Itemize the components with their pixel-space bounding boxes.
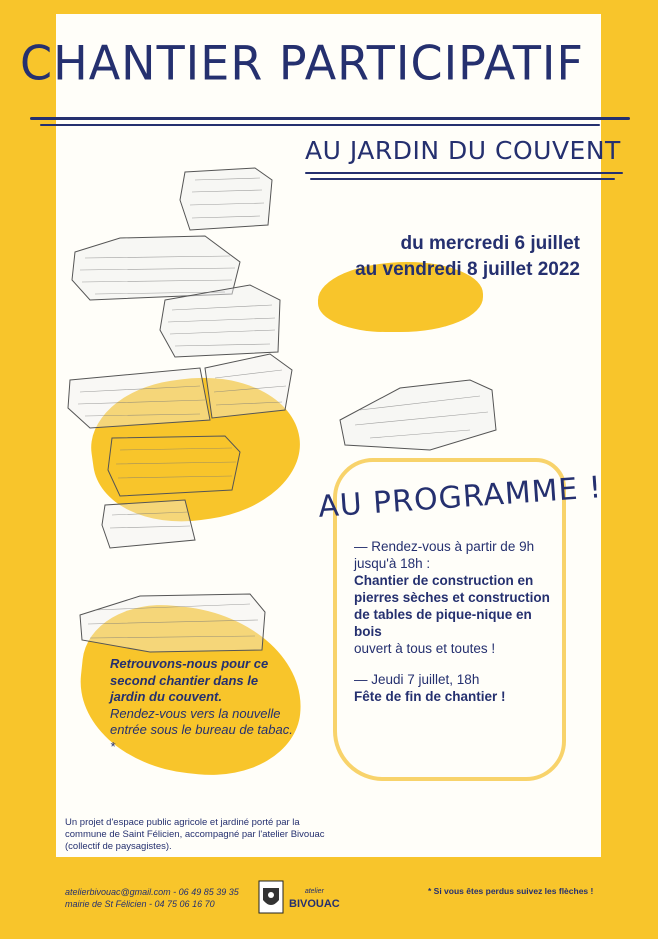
programme-item1-bold: Chantier de construction en pierres sèches et construction de tables de pique-nique en bois <box>354 573 550 639</box>
programme-item2-bold: Fête de fin de chantier ! <box>354 689 506 704</box>
town-crest-icon <box>258 880 284 914</box>
contact-bivouac: atelierbivouac@gmail.com - 06 49 85 39 35 <box>65 887 239 897</box>
stone-sketch <box>180 168 272 230</box>
bivouac-logo <box>289 886 340 910</box>
subtitle-underline <box>310 178 615 180</box>
bivouac-logo-main: BIVOUAC <box>289 898 340 910</box>
contact-mairie: mairie de St Félicien - 04 75 06 16 70 <box>65 899 215 909</box>
programme-item2-intro: — Jeudi 7 juillet, 18h <box>354 672 480 687</box>
poster-subtitle: AU JARDIN DU COUVENT <box>305 136 621 165</box>
project-description: Un projet d'espace public agricole et jardiné porté par la commune de Saint Félicien, accompagné par l'atelier Bivouac (collectif de paysagistes). <box>65 817 325 852</box>
stone-sketch <box>102 500 195 548</box>
stone-sketch <box>108 436 240 496</box>
programme-heading: AU PROGRAMME ! <box>317 470 604 525</box>
event-dates <box>300 231 580 283</box>
poster-title: CHANTIER PARTICIPATIF <box>20 35 584 91</box>
programme-item1-intro: — Rendez-vous à partir de 9h jusqu'à 18h : <box>354 539 535 571</box>
stone-sketch <box>205 354 292 418</box>
arrows-note: * Si vous êtes perdus suivez les flèches ! <box>428 886 594 896</box>
title-underline <box>40 124 600 126</box>
contact-info <box>65 886 255 910</box>
stone-sketch <box>340 380 496 450</box>
invitation-bold: Retrouvons-nous pour ce second chantier dans le jardin du couvent. <box>110 656 269 704</box>
title-underline <box>30 117 630 120</box>
date-start: du mercredi 6 juillet <box>400 233 580 254</box>
programme-item1-tail: ouvert à tous et toutes ! <box>354 641 496 656</box>
invitation-directions: Rendez-vous vers la nouvelle entrée sous le bureau de tabac. * <box>110 705 293 754</box>
garden-invitation <box>110 656 295 755</box>
programme-text <box>354 538 554 705</box>
subtitle-underline <box>305 172 623 174</box>
date-end: au vendredi 8 juillet 2022 <box>355 259 580 280</box>
stone-sketch <box>80 594 265 652</box>
bivouac-logo-small: atelier <box>304 888 324 895</box>
stone-sketch <box>68 368 210 428</box>
